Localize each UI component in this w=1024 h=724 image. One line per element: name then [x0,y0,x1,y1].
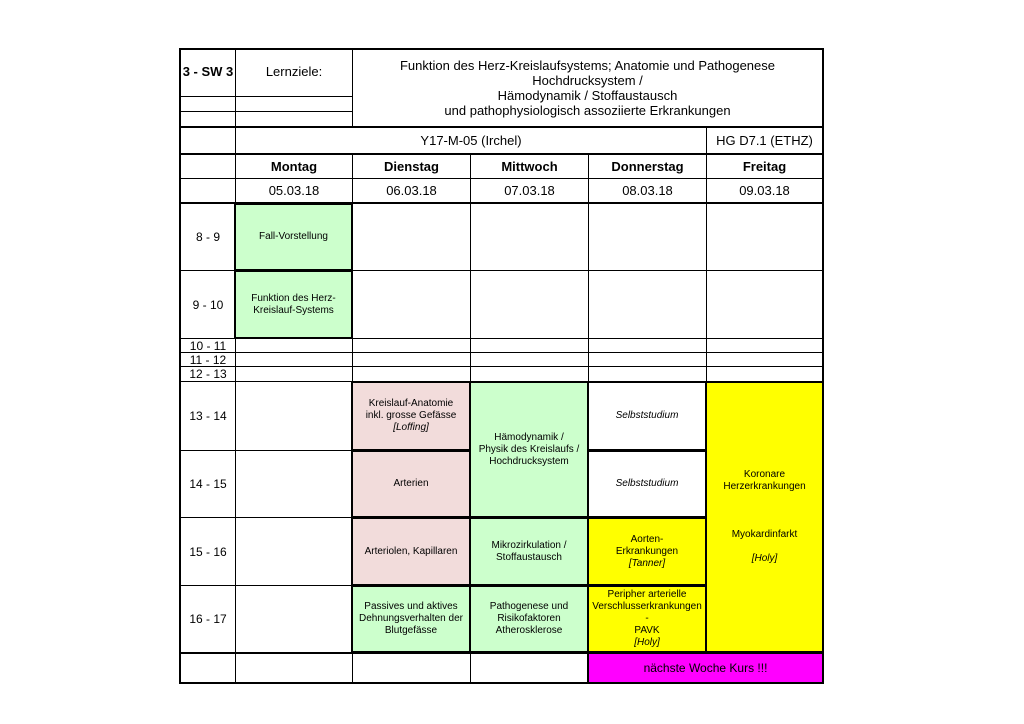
date-freitag: 09.03.18 [739,183,790,198]
session-title: Myokardinfarkt [731,529,798,540]
day-header-freitag: Freitag [742,159,787,174]
session-title: PAVK [634,625,660,636]
session-title: Hochdrucksystem [489,455,569,467]
time-slot: 11 - 12 [189,353,227,366]
session-dehnungsverhalten [351,585,471,653]
date-donnerstag: 08.03.18 [622,183,673,198]
grid-line [179,352,824,353]
session-title: Physik des Kreislaufs / [478,443,580,455]
next-week-notice [587,652,824,684]
day-header-mittwoch: Mittwoch [501,159,558,174]
session-title: Erkrankungen [615,545,679,557]
time-slot: 16 - 17 [189,612,227,626]
session-title: Verschlusserkrankungen - [592,601,702,624]
session-title: Koronare [743,469,786,480]
session-title: Blutgefässe [384,625,438,636]
session-funktion-herz-kreislauf [234,270,353,339]
time-slot: 14 - 15 [189,477,227,491]
day-header-montag: Montag [270,159,318,174]
grid-line [179,96,353,97]
session-title: Pathogenese und [489,601,569,612]
session-title: Selbststudium [615,478,679,489]
session-lecturer: [Holy] [634,637,660,648]
session-title: Stoffaustausch [496,551,562,563]
session-title: Selbststudium [615,410,679,421]
session-title: Passives und aktives [364,601,458,612]
topic-line: Funktion des Herz-Kreislaufsystems; Anatomie und Pathogenese Hochdrucksystem / [399,58,776,88]
time-slot: 9 - 10 [192,297,224,312]
session-pavk [587,585,707,653]
session-title: Kreislauf-Systems [253,304,334,316]
session-koronare-herzerkrankungen [705,381,824,653]
learning-objectives [353,58,822,118]
session-mikrozirkulation [469,517,589,586]
session-title: inkl. grosse Gefässe [365,410,457,421]
session-title: Hämodynamik / [494,431,564,443]
session-title: Risikofaktoren [497,613,561,624]
session-lecturer: [Tanner] [628,557,666,569]
session-lecturer: [Holy] [751,553,778,564]
topic-line: Hämodynamik / Stoffaustausch [497,88,678,103]
time-slot: 10 - 11 [189,339,227,352]
session-title: Peripher arterielle [607,589,687,600]
room-main: Y17-M-05 (Irchel) [420,133,522,148]
session-arterien [351,450,471,518]
notice-text: nächste Woche Kurs !!! [643,661,768,675]
session-title: Aorten- [630,533,664,545]
session-title: Dehnungsverhalten der [359,613,463,624]
lernziele-label: Lernziele: [265,63,323,79]
session-title: Fall-Vorstellung [259,231,328,242]
session-title: Herzerkrankungen [723,481,806,492]
session-title: Arteriolen, Kapillaren [364,545,458,557]
session-lecturer: [Loffing] [393,422,429,433]
session-haemodynamik [469,381,589,518]
session-fall-vorstellung [234,203,353,271]
time-slot: 8 - 9 [195,230,220,244]
session-title: Funktion des Herz- [251,292,336,304]
session-kreislauf-anatomie [351,381,471,451]
session-selbststudium [587,381,707,451]
week-label: 3 - SW 3 [182,63,234,79]
session-aorten-erkrankungen [587,517,707,586]
session-title: Arterien [393,478,429,489]
date-montag: 05.03.18 [268,183,320,198]
time-slot: 12 - 13 [189,367,227,381]
grid-line [179,366,824,367]
session-atherosklerose [469,585,589,653]
time-slot: 13 - 14 [189,409,227,423]
day-header-dienstag: Dienstag [384,159,439,174]
room-friday: HG D7.1 (ETHZ) [716,133,813,148]
day-header-donnerstag: Donnerstag [611,159,684,174]
session-title: Atherosklerose [495,625,563,636]
date-mittwoch: 07.03.18 [504,183,555,198]
session-selbststudium [587,450,707,518]
time-slot: 15 - 16 [189,544,227,559]
date-dienstag: 06.03.18 [386,183,437,198]
session-arteriolen-kapillaren [351,517,471,586]
session-title: Mikrozirkulation / [491,539,567,551]
topic-line: und pathophysiologisch assoziierte Erkrankungen [444,103,731,118]
grid-line [179,111,353,112]
session-title: Kreislauf-Anatomie [368,398,454,409]
